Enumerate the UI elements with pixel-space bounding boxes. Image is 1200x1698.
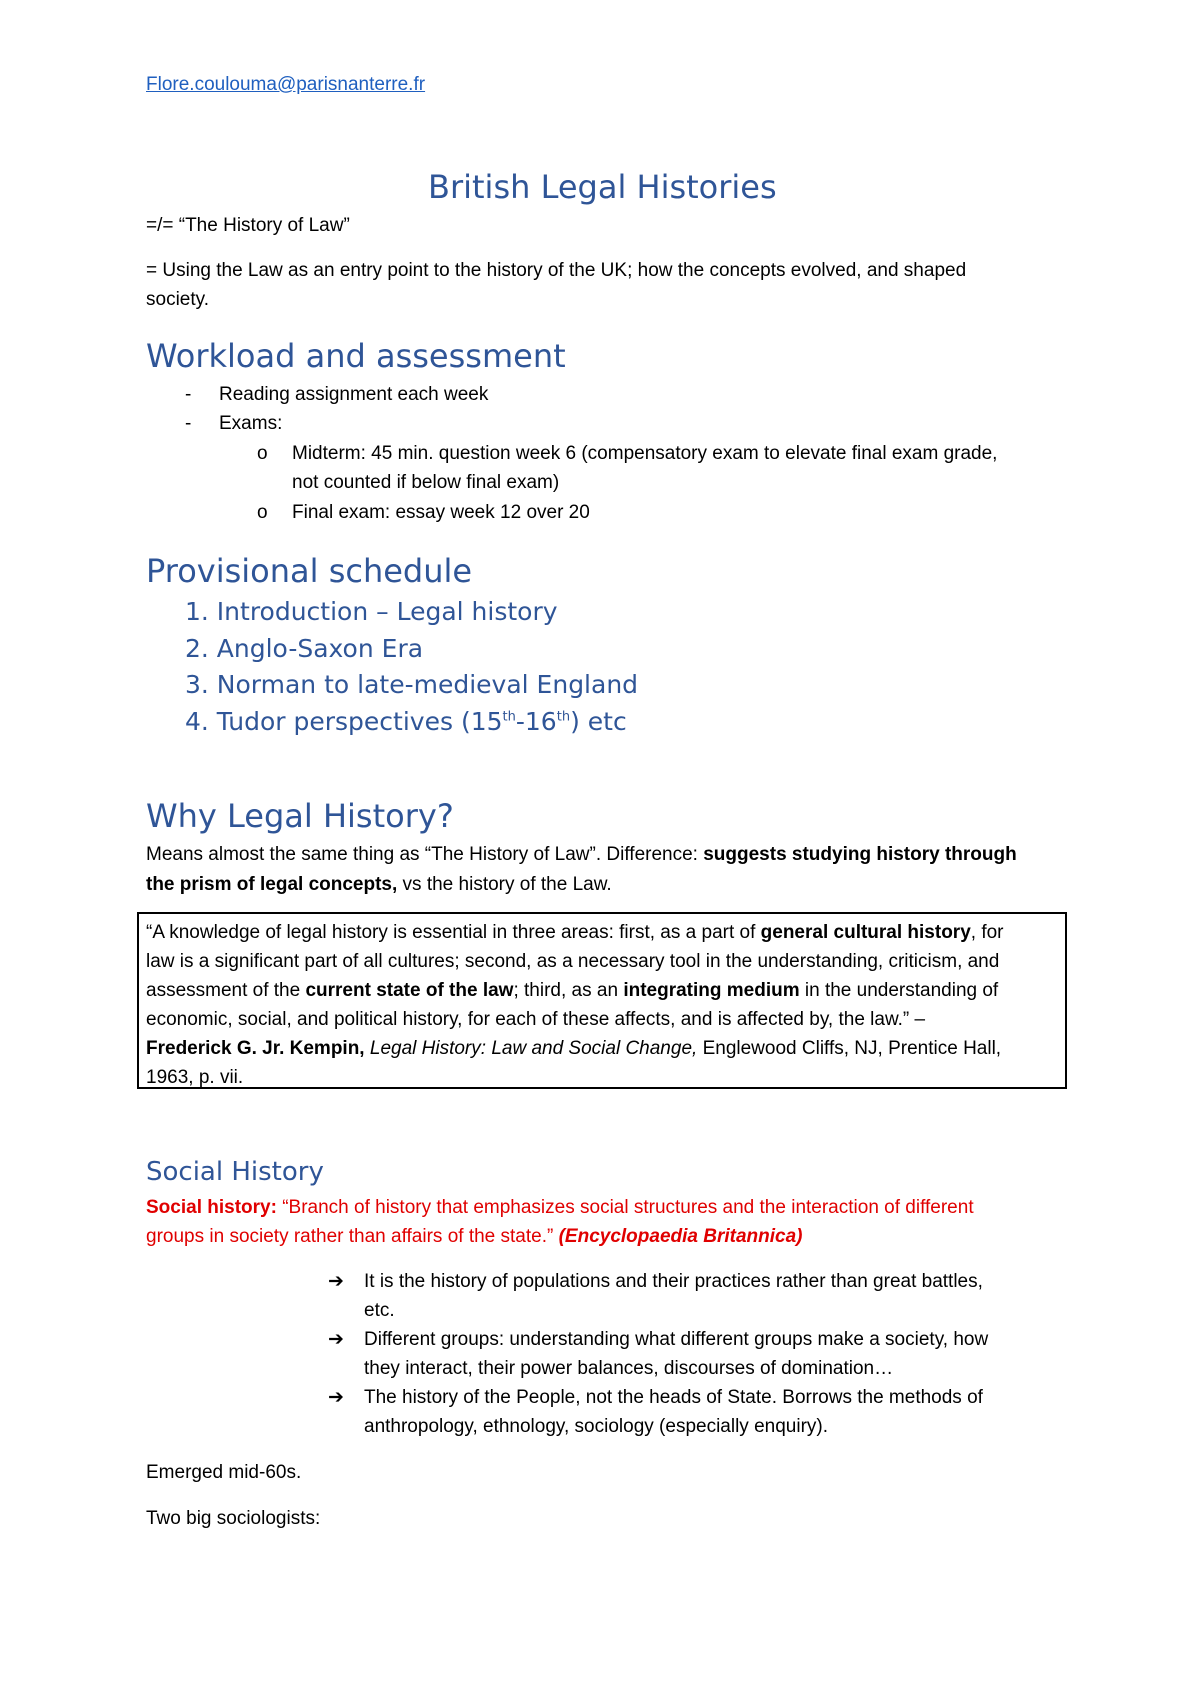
- circle-bullet-1: o: [257, 443, 268, 464]
- quote-citation: Frederick G. Jr. Kempin, Legal History: Law and Social Change, Englewood Cliffs, NJ, Prentice Hall,: [146, 1038, 1002, 1059]
- schedule-item-3: 3. Norman to late-medieval England: [185, 670, 639, 699]
- quote-line-2: law is a significant part of all cultures; second, as a necessary tool in the understanding, criticism, and: [146, 951, 1000, 972]
- social-bullet-2-line-2: they interact, their power balances, discourses of domination…: [364, 1358, 894, 1379]
- why-heading: Why Legal History?: [146, 797, 454, 835]
- quote-line-3: assessment of the current state of the law; third, as an integrating medium in the understanding of: [146, 980, 999, 1001]
- dash-bullet-1: -: [185, 384, 192, 405]
- schedule-item-4: 4. Tudor perspectives (15th-16th) etc: [185, 707, 627, 736]
- arrow-icon: ➔: [328, 1329, 344, 1350]
- sociologists-text: Two big sociologists:: [146, 1508, 321, 1529]
- email-link[interactable]: Flore.coulouma@parisnanterre.fr: [146, 74, 426, 95]
- workload-heading: Workload and assessment: [146, 337, 566, 375]
- exam-midterm-line-2: not counted if below final exam): [292, 472, 560, 493]
- quote-line-4: economic, social, and political history, for each of these affects, and is affected by, the law.” –: [146, 1009, 926, 1030]
- intro-line-2b: society.: [146, 289, 210, 310]
- social-definition-line-2: groups in society rather than affairs of the state.” (Encyclopaedia Britannica): [146, 1226, 803, 1247]
- social-bullet-1-line-2: etc.: [364, 1300, 395, 1321]
- intro-line-2a: = Using the Law as an entry point to the history of the UK; how the concepts evolved, and shaped: [146, 260, 967, 281]
- social-history-heading: Social History: [146, 1157, 324, 1187]
- social-bullet-3-line-1: The history of the People, not the heads of State. Borrows the methods of: [364, 1387, 983, 1408]
- why-paragraph-line-1: Means almost the same thing as “The History of Law”. Difference: suggests studying history through: [146, 844, 1017, 865]
- arrow-icon: ➔: [328, 1271, 344, 1292]
- social-bullet-3-line-2: anthropology, ethnology, sociology (especially enquiry).: [364, 1416, 829, 1437]
- social-definition-line-1: Social history: “Branch of history that emphasizes social structures and the interaction of different: [146, 1197, 974, 1218]
- exam-midterm-line-1: Midterm: 45 min. question week 6 (compensatory exam to elevate final exam grade,: [292, 443, 998, 464]
- workload-item-exams: Exams:: [219, 413, 283, 434]
- arrow-icon: ➔: [328, 1387, 344, 1408]
- quote-citation-year: 1963, p. vii.: [146, 1067, 244, 1088]
- social-bullet-1-line-1: It is the history of populations and their practices rather than great battles,: [364, 1271, 983, 1292]
- emerged-text: Emerged mid-60s.: [146, 1462, 302, 1483]
- schedule-heading: Provisional schedule: [146, 552, 473, 590]
- why-paragraph-line-2: the prism of legal concepts, vs the history of the Law.: [146, 874, 612, 895]
- workload-item-reading: Reading assignment each week: [219, 384, 489, 405]
- social-bullet-2-line-1: Different groups: understanding what different groups make a society, how: [364, 1329, 989, 1350]
- intro-line-1: =/= “The History of Law”: [146, 215, 350, 236]
- quote-line-1: “A knowledge of legal history is essential in three areas: first, as a part of general cultural history, for: [146, 922, 1004, 943]
- schedule-item-1: 1. Introduction – Legal history: [185, 597, 558, 626]
- circle-bullet-2: o: [257, 502, 268, 523]
- document-title: British Legal Histories: [428, 168, 777, 206]
- exam-final: Final exam: essay week 12 over 20: [292, 502, 590, 523]
- schedule-item-2: 2. Anglo-Saxon Era: [185, 634, 424, 663]
- dash-bullet-2: -: [185, 413, 192, 434]
